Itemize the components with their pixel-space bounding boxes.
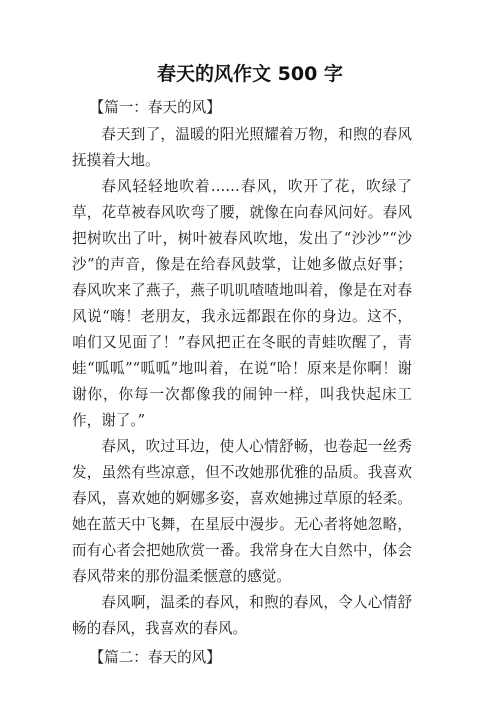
- document-body: [72, 92, 412, 672]
- paragraph: 春风轻轻地吹着……春风，吹开了花，吹绿了草，花草被春风吹弯了腰，就像在向春风问好。春风把树吹出了叶，树叶被春风吹地，发出了“沙沙”“沙沙”的声音，像是在给春风鼓掌，让她多做点好事；春风吹来了燕子，燕子叽叽喳喳地叫着，像是在对春风说“嗨！老朋友，我永远都跟在你的身边。这不，咱们又见面了！”春风把正在冬眠的青蛙吹醒了，青蛙“呱呱”“呱呱”地叫着，在说“哈！原来是你啊！谢谢你，你每一次都像我的闹钟一样，叫我快起床工作，谢了。”: [72, 178, 412, 429]
- paragraph: 春风，吹过耳边，使人心情舒畅，也卷起一丝秀发，虽然有些凉意，但不改她那优雅的品质。我喜欢春风，喜欢她的婀娜多姿，喜欢她拂过草原的轻柔。她在蓝天中飞舞，在星辰中漫步。无心者将她忽略，而有心者会把她欣赏一番。我常身在大自然中，体会春风带来的那份温柔惬意的感觉。: [72, 438, 412, 585]
- paragraph: 春风啊，温柔的春风，和煦的春风，令人心情舒畅的春风，我喜欢的春风。: [72, 594, 412, 637]
- section-heading: 【篇二：春天的风】: [89, 649, 221, 666]
- section-heading: 【篇一：春天的风】: [89, 99, 221, 116]
- document-title: 春天的风作文 500 字: [157, 63, 343, 85]
- paragraph: 春天到了，温暖的阳光照耀着万物，和煦的春风抚摸着大地。: [72, 126, 412, 169]
